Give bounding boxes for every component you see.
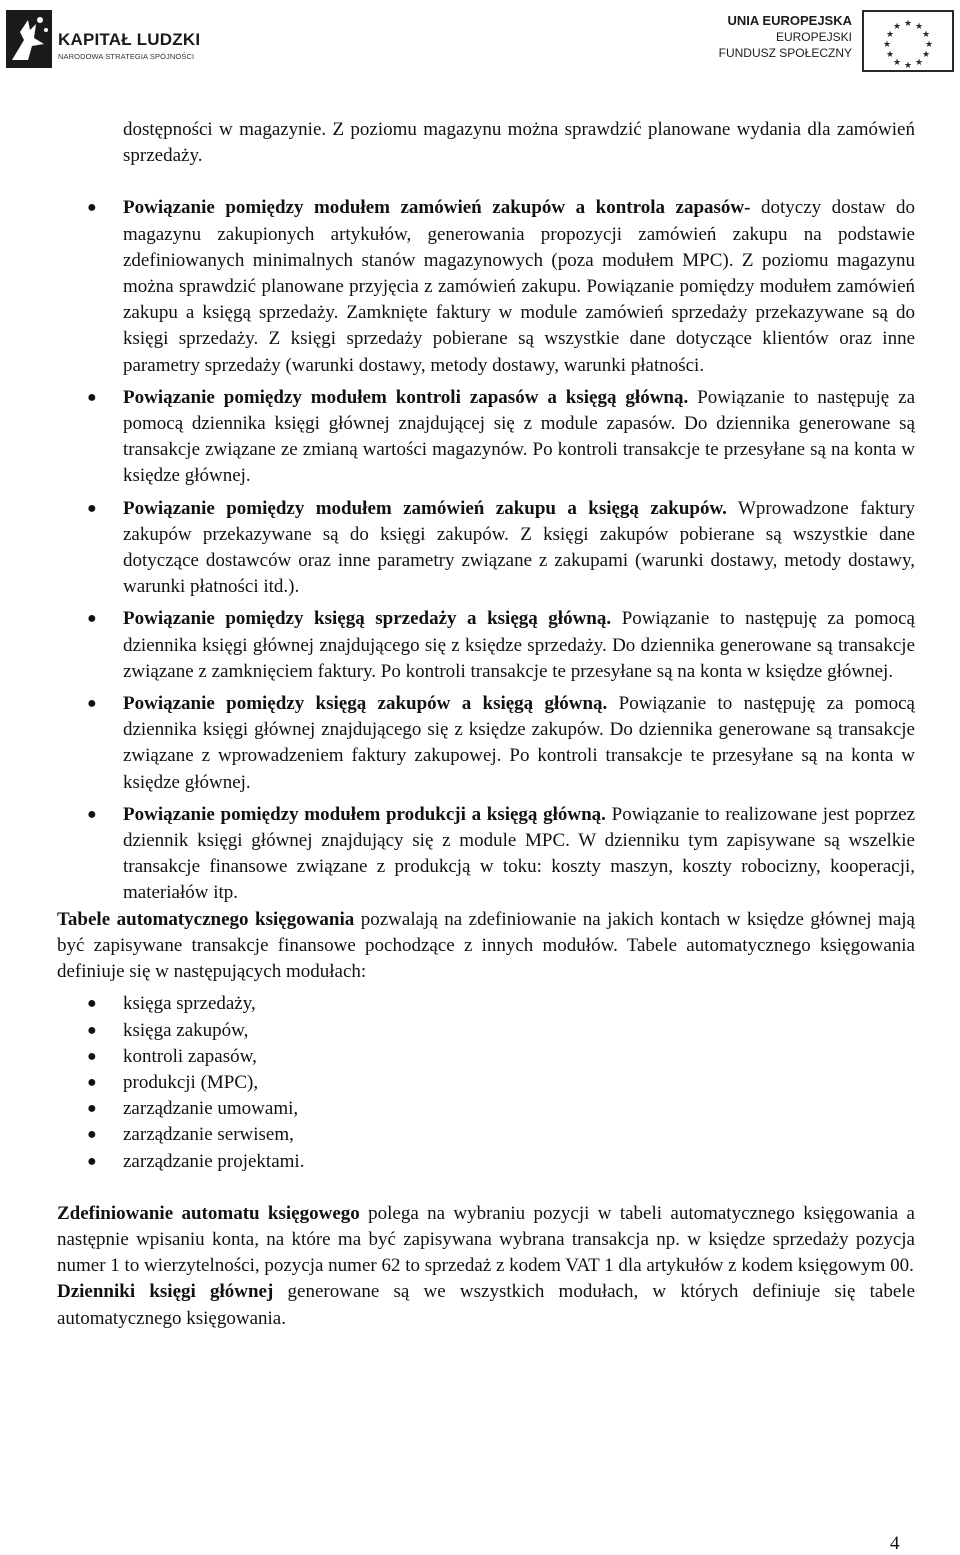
list-item-title: Powiązanie pomiędzy księgą sprzedaży a księgą główną. xyxy=(123,608,612,630)
svg-text:★: ★ xyxy=(921,30,931,40)
list-item xyxy=(57,496,915,601)
list-item xyxy=(57,1018,915,1044)
bullet-icon: ● xyxy=(87,1047,97,1065)
bullet-icon: ● xyxy=(87,610,97,628)
kapital-ludzki-logo xyxy=(6,10,206,70)
tables-term: Tabele automatycznego księgowania xyxy=(57,908,355,930)
module-name: zarządzanie projektami. xyxy=(123,1150,305,1172)
list-item-text: dotyczy dostaw do magazynu zakupionych artykułów, generowania propozycji zamówień zakupu na podstawie zdefiniowanych minimalnych stanów magazynowych (poza modułem MPC). Z poziomu magazynu można sprawdzić planowane przyjęcia z zamówień zakupu. Powiązanie pomiędzy modułem zamówień zakupu a księgą sprzedaży. Zamknięte faktury w module zamówień sprzedaży przekazywane są do księgi sprzedaży. Z księgi sprzedaży pobierane są wszystkie dane dotyczące klientów oraz inne parametry sprzedaży (warunki dostawy, metody dostawy, warunki płatności. xyxy=(123,197,916,376)
eu-fund-line1: EUROPEJSKI xyxy=(775,30,852,44)
journals-term: Dzienniki księgi głównej xyxy=(57,1281,274,1303)
bullet-icon: ● xyxy=(87,499,97,517)
bullet-icon: ● xyxy=(87,805,97,823)
kapital-ludzki-emblem-icon xyxy=(6,10,52,68)
eu-social-fund-logo xyxy=(712,10,957,74)
list-item xyxy=(57,991,915,1017)
eu-title: UNIA EUROPEJSKA xyxy=(727,13,852,28)
bullet-icon: ● xyxy=(87,1021,97,1039)
bullet-icon: ● xyxy=(87,1152,97,1170)
list-item xyxy=(57,1096,915,1122)
svg-text:★: ★ xyxy=(892,22,902,32)
svg-text:★: ★ xyxy=(885,30,895,40)
bullet-icon: ● xyxy=(87,995,97,1013)
bullet-icon: ● xyxy=(87,1126,97,1144)
module-name: zarządzanie serwisem, xyxy=(123,1124,294,1146)
list-item-text: Powiązanie to następuję za pomocą dziennika księgi głównej znajdującej się z module zapasów. Do dziennika generowane są transakcje związane ze zmianą wartości magazynów. Po kontroli transakcje te przesyłane są na konta w księdze głównej. xyxy=(123,386,915,487)
list-item xyxy=(57,802,915,907)
module-name: księga sprzedaży, xyxy=(123,993,256,1015)
bullet-icon: ● xyxy=(87,1100,97,1118)
tables-paragraph xyxy=(57,907,915,986)
page-number: 4 xyxy=(890,1533,900,1554)
list-item xyxy=(57,1044,915,1070)
list-item xyxy=(57,1070,915,1096)
module-links-list xyxy=(57,195,915,906)
eu-flag-icon xyxy=(862,10,954,72)
svg-text:★: ★ xyxy=(914,58,924,68)
kapital-ludzki-subtitle: NARODOWA STRATEGIA SPÓJNOŚCI xyxy=(58,52,195,61)
list-item-text: Wprowadzone faktury zakupów przekazywane są do księgi zakupów. Z księgi zakupów pobierane są wszystkie dane dotyczące dostawców oraz inne parametry związane z zakupami (warunki dostawy, metody dostawy, warunki płatności itd.). xyxy=(123,497,915,598)
bullet-icon: ● xyxy=(87,199,97,217)
list-item-title: Powiązanie pomiędzy modułem produkcji a księgą główną. xyxy=(123,803,606,825)
definition-paragraph xyxy=(57,1201,915,1280)
list-item-title: Powiązanie pomiędzy modułem zamówień zakupów a kontrola zapasów- xyxy=(123,197,751,219)
bullet-icon: ● xyxy=(87,388,97,406)
bullet-icon: ● xyxy=(87,1073,97,1091)
journals-paragraph xyxy=(57,1279,915,1331)
svg-text:★: ★ xyxy=(903,19,913,29)
list-item-title: Powiązanie pomiędzy księgą zakupów a księgą główną. xyxy=(123,693,608,715)
intro-paragraph: dostępności w magazynie. Z poziomu magazynu można sprawdzić planowane wydania dla zamówień sprzedaży. xyxy=(123,119,915,167)
list-item xyxy=(57,1149,915,1175)
list-item-title: Powiązanie pomiędzy modułem kontroli zapasów a księgą główną. xyxy=(123,386,689,408)
list-item-title: Powiązanie pomiędzy modułem zamówień zakupu a księgą zakupów. xyxy=(123,497,727,519)
svg-text:★: ★ xyxy=(882,40,892,50)
document-body xyxy=(57,117,915,1332)
list-item xyxy=(57,1122,915,1148)
definition-term: Zdefiniowanie automatu księgowego xyxy=(57,1202,360,1224)
eu-fund-line2: FUNDUSZ SPOŁECZNY xyxy=(718,46,852,60)
page-header xyxy=(0,0,960,80)
list-item-text: Powiązanie to realizowane jest poprzez dziennik księgi głównej znajdujący się z module MPC. W dzienniku tym zapisywane są wszelkie transakcje finansowe związane z produkcją w toku: koszty maszyn, koszty robocizny, kooperacji, materiałów itp. xyxy=(123,803,916,904)
bullet-icon: ● xyxy=(87,695,97,713)
list-item-text: Powiązanie to następuję za pomocą dziennika księgi głównej znajdującego się z księdze zakupów. Do dziennika generowane są transakcje związane z wprowadzeniem faktury zakupowej. Po kontroli transakcje te przesyłane są na konta w księdze głównej. xyxy=(123,693,915,793)
svg-text:★: ★ xyxy=(914,22,924,32)
list-item xyxy=(57,691,915,796)
module-name: kontroli zapasów, xyxy=(123,1045,257,1067)
svg-text:★: ★ xyxy=(892,58,902,68)
list-item-text: Powiązanie to następuję za pomocą dziennika księgi głównej znajdującego się z księdze sprzedaży. Do dziennika generowane są transakcje związane z zamknięciem faktury. Po kontroli transakcje te przesyłane są na konta w księdze głównej. xyxy=(123,608,915,682)
list-item xyxy=(57,606,915,685)
module-name: produkcji (MPC), xyxy=(123,1071,259,1093)
journals-text: generowane są we wszystkich modułach, w których definiuje się tabele automatycznego księgowania. xyxy=(57,1281,916,1329)
svg-text:★: ★ xyxy=(924,40,934,50)
list-item xyxy=(57,195,915,378)
module-name: zarządzanie umowami, xyxy=(123,1098,299,1120)
svg-text:★: ★ xyxy=(903,61,913,71)
svg-text:★: ★ xyxy=(921,50,931,60)
modules-list xyxy=(57,991,915,1174)
svg-text:★: ★ xyxy=(885,50,895,60)
tables-text: pozwalają na zdefiniowanie na jakich kontach w księdze głównej mają być zapisywane transakcje finansowe pochodzące z innych modułów. Tabele automatycznego księgowania definiuje się w następujących modułach: xyxy=(57,908,915,983)
kapital-ludzki-title: KAPITAŁ LUDZKI xyxy=(58,30,201,49)
list-item xyxy=(57,385,915,490)
definition-text: polega na wybraniu pozycji w tabeli automatycznego księgowania a następnie wpisaniu konta, na które ma być zapisywana wybrana transakcja np. w księdze sprzedaży pozycja numer 1 to wierzytelności, pozycja numer 62 to sprzedaż z kodem VAT 1 dla artykułów z kodem księgowym 00. xyxy=(57,1202,915,1277)
module-name: księga zakupów, xyxy=(123,1019,249,1041)
